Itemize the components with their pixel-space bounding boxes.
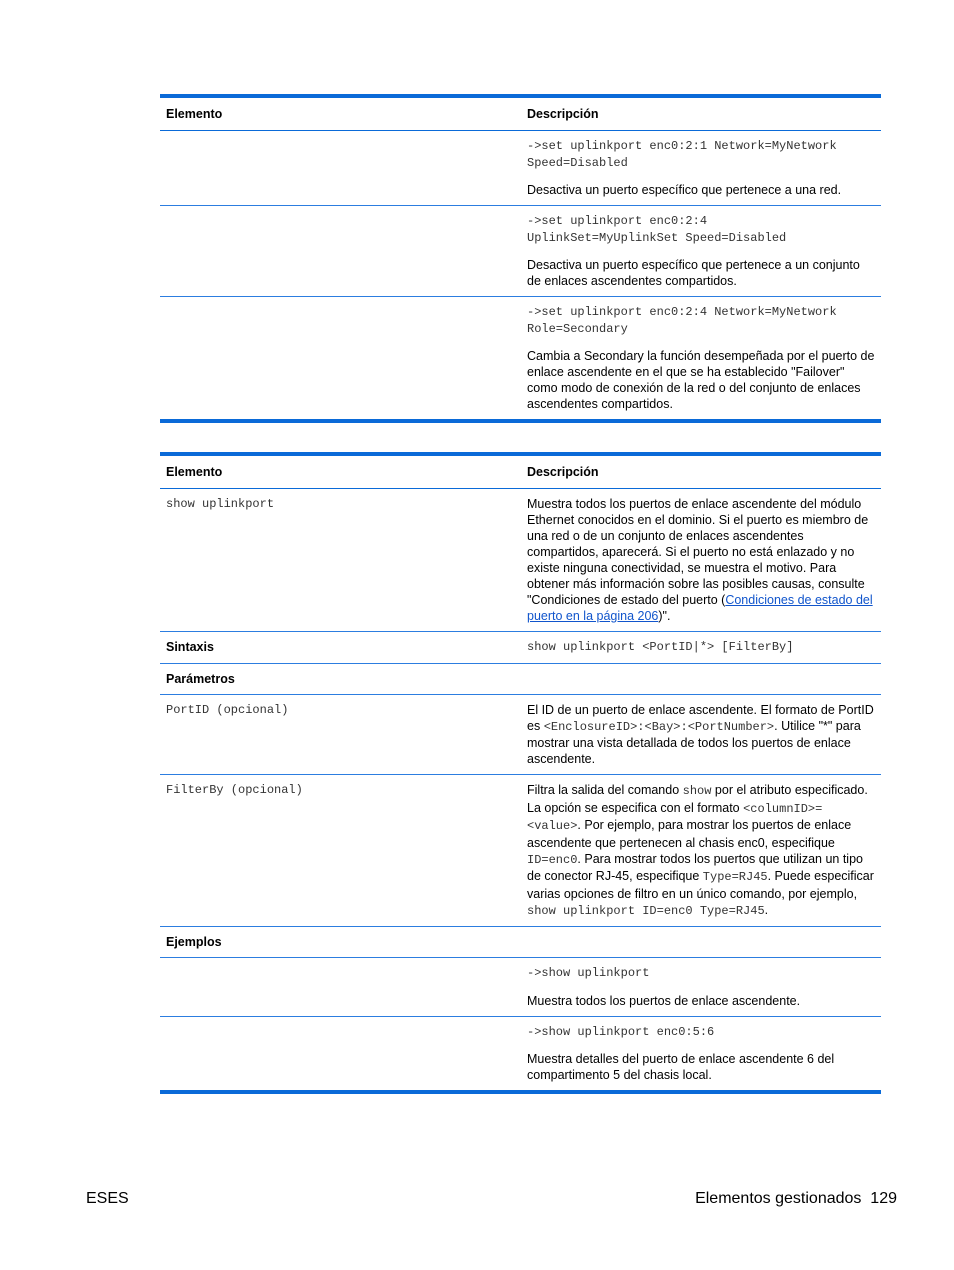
text: . Para mostrar todos los puertos que utilizan un tipo de conector RJ-45, especifique	[527, 851, 863, 883]
example-command: ->set uplinkport enc0:2:4 Network=MyNetwork Role=Secondary	[527, 305, 837, 336]
table-cell	[521, 206, 881, 297]
set-uplinkport-examples-table	[160, 94, 881, 423]
column-header-elemento: Elemento	[160, 96, 521, 131]
footer-locale: ESES	[86, 1190, 129, 1207]
table-row-show-uplinkport	[160, 489, 881, 632]
syntax-value: show uplinkport <PortID|*> [FilterBy]	[521, 632, 881, 664]
table-cell-empty	[160, 958, 521, 1017]
port-status-conditions-link[interactable]: Condiciones de estado del puerto en la página 206	[527, 593, 873, 623]
table-row-parameters	[160, 663, 881, 694]
table-cell	[521, 1016, 881, 1092]
table-row	[160, 131, 881, 206]
page-number: 129	[870, 1190, 897, 1207]
example-description: Desactiva un puerto específico que pertenece a una red.	[527, 183, 842, 197]
table-cell	[521, 297, 881, 422]
column-header-descripcion: Descripción	[521, 96, 881, 131]
table-cell	[521, 958, 881, 1017]
examples-label: Ejemplos	[160, 927, 521, 958]
text: .	[764, 902, 769, 917]
table-cell	[521, 131, 881, 206]
table-row	[160, 1016, 881, 1092]
parameters-label: Parámetros	[160, 663, 521, 694]
example-command: ->set uplinkport enc0:2:1 Network=MyNetwork Speed=Disabled	[527, 139, 837, 170]
inline-code: show	[682, 784, 712, 798]
command-name: show uplinkport	[166, 497, 275, 511]
syntax-label: Sintaxis	[160, 632, 521, 664]
table-row	[160, 958, 881, 1017]
footer-section-and-page	[695, 1190, 897, 1208]
example-command: ->show uplinkport	[527, 966, 650, 980]
text: . Puede especificar varias opciones de filtro en un único comando, por ejemplo,	[527, 869, 874, 901]
description-text-end: )".	[658, 609, 671, 623]
example-description: Desactiva un puerto específico que pertenece a un conjunto de enlaces ascendentes compartidos.	[527, 258, 860, 288]
text: . Utilice "*" para mostrar una vista detallada de todos los puertos de enlace ascendente.	[527, 718, 861, 766]
table-cell-empty	[521, 927, 881, 958]
table-row-syntax	[160, 632, 881, 664]
table-header-row	[160, 96, 881, 131]
inline-code: ID=enc0	[527, 852, 578, 867]
footer-section-title: Elementos gestionados	[695, 1190, 862, 1207]
table-row	[160, 297, 881, 422]
example-command: ->show uplinkport enc0:5:6	[527, 1024, 715, 1039]
example-description: Cambia a Secondary la función desempeñada por el puerto de enlace ascendente en el que se ha establecido "Failover" como modo de conexión de la red o del conjunto de enlaces ascendentes compartidos.	[527, 349, 875, 411]
example-command: ->set uplinkport enc0:2:4 UplinkSet=MyUplinkSet Speed=Disabled	[527, 214, 787, 245]
inline-code: <columnID>=<value>	[527, 801, 823, 833]
table-cell-empty	[521, 663, 881, 694]
text: Filtra la salida del comando	[527, 783, 683, 797]
parameter-description	[521, 694, 881, 775]
text: El ID de un puerto de enlace ascendente. El formato de PortID es	[527, 702, 874, 733]
text: por el atributo especificado. La opción se especifica con el formato	[527, 783, 868, 815]
example-description: Muestra todos los puertos de enlace ascendente.	[527, 993, 801, 1008]
description-text: Muestra todos los puertos de enlace ascendente del módulo Ethernet conocidos en el dominio. Si el puerto es miembro de una red o de un conjunto de enlaces ascendentes compartidos, aparecerá. Si el puerto no está enlazado y no existe ninguna conectividad, se muestra el motivo. Para obtener más información sobre las posibles causas, consulte "Condiciones de estado del puerto (	[527, 497, 869, 607]
parameter-description	[521, 775, 881, 927]
inline-code: Type=RJ45	[702, 870, 768, 884]
parameter-name: FilterBy (opcional)	[160, 775, 521, 927]
column-header-descripcion: Descripción	[521, 454, 881, 489]
inline-code: <EnclosureID>:<Bay>:<PortNumber>	[543, 719, 775, 734]
table-row-examples	[160, 927, 881, 958]
table-cell-empty	[160, 206, 521, 297]
command-description	[521, 489, 881, 632]
parameter-name: PortID (opcional)	[160, 694, 521, 775]
inline-code: show uplinkport ID=enc0 Type=RJ45	[527, 903, 765, 918]
table-row-portid	[160, 694, 881, 775]
show-uplinkport-table	[160, 452, 881, 1094]
table-cell-empty	[160, 1016, 521, 1092]
example-description: Muestra detalles del puerto de enlace ascendente 6 del compartimento 5 del chasis local.	[527, 1052, 835, 1082]
text: . Por ejemplo, para mostrar los puertos de enlace ascendente que pertenecen al chasis enc0, especifique	[527, 818, 852, 850]
table-cell-empty	[160, 297, 521, 422]
table-header-row	[160, 454, 881, 489]
table-row-filterby	[160, 775, 881, 927]
table-cell-empty	[160, 131, 521, 206]
column-header-elemento: Elemento	[160, 454, 521, 489]
table-row	[160, 206, 881, 297]
